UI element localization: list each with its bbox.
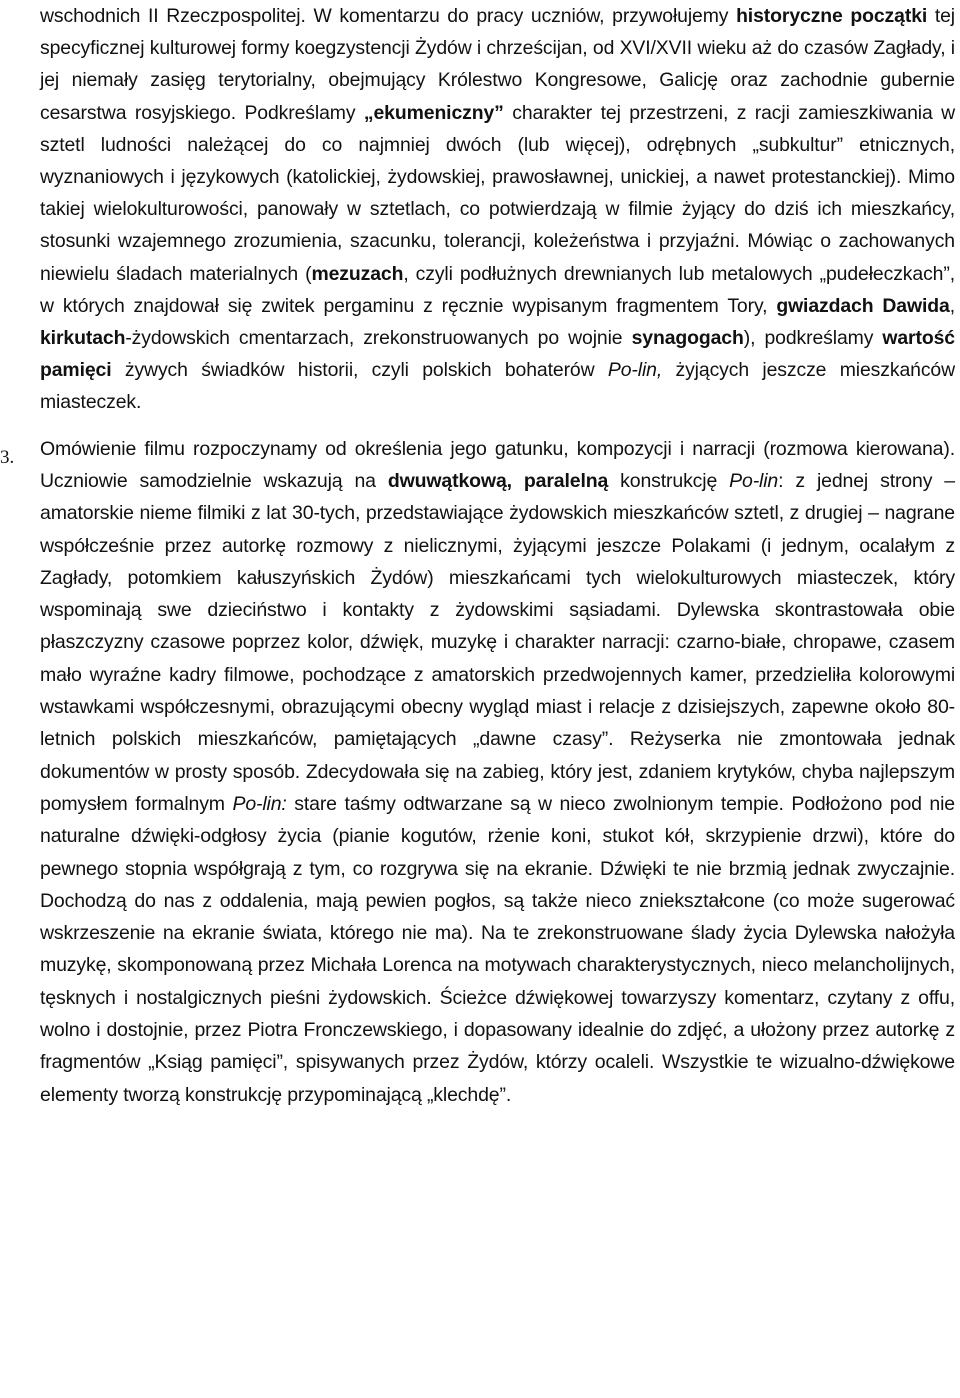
italic-run: Po-lin: <box>232 792 287 815</box>
list-item-number: 3. <box>0 446 15 468</box>
italic-run: Po-lin <box>729 469 779 492</box>
bold-run: gwiazdach Dawida <box>776 294 950 317</box>
paragraph-historical-context <box>40 0 955 419</box>
text-run: -żydowskich cmentarzach, zrekonstruowanych po wojnie <box>125 327 632 350</box>
text-run: tej specyficznej kulturowej formy koegzystencji Żydów i chrześcijan, od XVI/XVII wieku aż do czasów Zagłady, i jej niemały zasięg terytorialny, obejmujący Królestwo Kongresowe, Galicję oraz zachodnie gubernie cesarstwa rosyjskiego. Podkreślamy <box>40 5 956 124</box>
text-run: charakter tej przestrzeni, z racji zamieszkiwania w sztetl ludności należącej do co najmniej dwóch (lub więcej), odrębnych „subkultur” etnicznych, wyznaniowych i językowych (katolickiej, żydowskiej, prawosławnej, unickiej, a nawet protestanckiej). Mimo takiej wielokulturowości, panowały w sztetlach, co potwierdzają w filmie żyjący do dziś ich mieszkańcy, stosunki wzajemnego zrozumienia, szacunku, tolerancji, koleżeństwa i przyjaźni. Mówiąc o zachowanych niewielu śladach materialnych ( <box>40 101 956 285</box>
text-run: : z jednej strony – amatorskie nieme filmiki z lat 30-tych, przedstawiające żydowskich mieszkańców sztetl, z drugiej – nagrane współcześnie przez autorkę rozmowy z nielicznymi, żyjącymi jeszcze Polakami (i jednym, ocalałym z Zagłady, potomkiem kałuszyńskich Żydów) mieszkańcami tych wielokulturowych miasteczek, który wspominają swe dzieciństwo i kontakty z żydowskimi sąsiadami. Dylewska skontrastowała obie płaszczyzny czasowe poprzez kolor, dźwięk, muzykę i charakter narracji: czarno-białe, chropawe, czasem mało wyraźne kadry filmowe, pochodzące z amatorskich przedwojennych kamer, przedzieliła kolorowymi wstawkami współczesnymi, obrazującymi obecny wygląd miast i relacje z dzisiejszych, zapewne około 80-letnich polskich mieszkańców, pamiętających „dawne czasy”. Reżyserka nie zmontowała jednak dokumentów w prosty sposób. Zdecydowała się na zabieg, który jest, zdaniem krytyków, chyba najlepszym pomysłem formalnym <box>40 469 955 815</box>
bold-run: „ekumeniczny” <box>363 101 504 124</box>
text-run: wschodnich II Rzeczpospolitej. W komentarzu do pracy uczniów, przywołujemy <box>40 5 737 27</box>
bold-run: dwuwątkową, paralelną <box>387 469 609 492</box>
bold-run: historyczne początki <box>736 5 928 27</box>
text-run: żyjących jeszcze mieszkańców miasteczek. <box>40 359 956 414</box>
text-run: ), podkreślamy <box>743 327 883 350</box>
italic-run: Po-lin, <box>607 359 663 382</box>
list-item-3 <box>0 433 955 1111</box>
bold-run: mezuzach <box>311 262 404 285</box>
bold-run: synagogach <box>631 327 744 350</box>
paragraph-film-analysis <box>40 433 955 1111</box>
bold-run: wartość pamięci <box>40 327 955 382</box>
text-run: żywych świadków historii, czyli polskich bohaterów <box>111 359 608 382</box>
bold-run: kirkutach <box>40 327 126 350</box>
text-run: , czyli podłużnych drewnianych lub metalowych „pudełeczkach”, w których znajdował się zwitek pergaminu z ręcznie wypisanym fragmentem Tory, <box>40 262 955 317</box>
text-run: , <box>949 294 955 317</box>
text-run: Omówienie filmu rozpoczynamy od określenia jego gatunku, kompozycji i narracji (rozmowa kierowana). Uczniowie samodzielnie wskazują na <box>40 437 955 492</box>
text-run: stare taśmy odtwarzane są w nieco zwolnionym tempie. Podłożono pod nie naturalne dźwięki-odgłosy życia (pianie kogutów, rżenie koni, stukot kół, skrzypienie drzwi), które do pewnego stopnia współgrają z tym, co rozgrywa się na ekranie. Dźwięki te nie brzmią jednak zwyczajnie. Dochodzą do nas z oddalenia, mają pewien pogłos, są także nieco zniekształcone (co może sugerować wskrzeszenie na ekranie świata, którego nie ma). Na te zrekonstruowane ślady życia Dylewska nałożyła muzykę, skomponowaną przez Michała Lorenca na motywach charakterystycznych, nieco melancholijnych, tęsknych i nostalgicznych pieśni żydowskich. Ścieżce dźwiękowej towarzyszy komentarz, czytany z offu, wolno i dostojnie, przez Piotra Fronczewskiego, i dopasowany idealnie do zdjęć, a ułożony przez autorkę z fragmentów „Ksiąg pamięci”, spisywanych przez Żydów, którzy ocaleli. Wszystkie te wizualno-dźwiękowe elementy tworzą konstrukcję przypominającą „klechdę”. <box>40 792 955 1106</box>
text-run: konstrukcję <box>608 469 730 492</box>
